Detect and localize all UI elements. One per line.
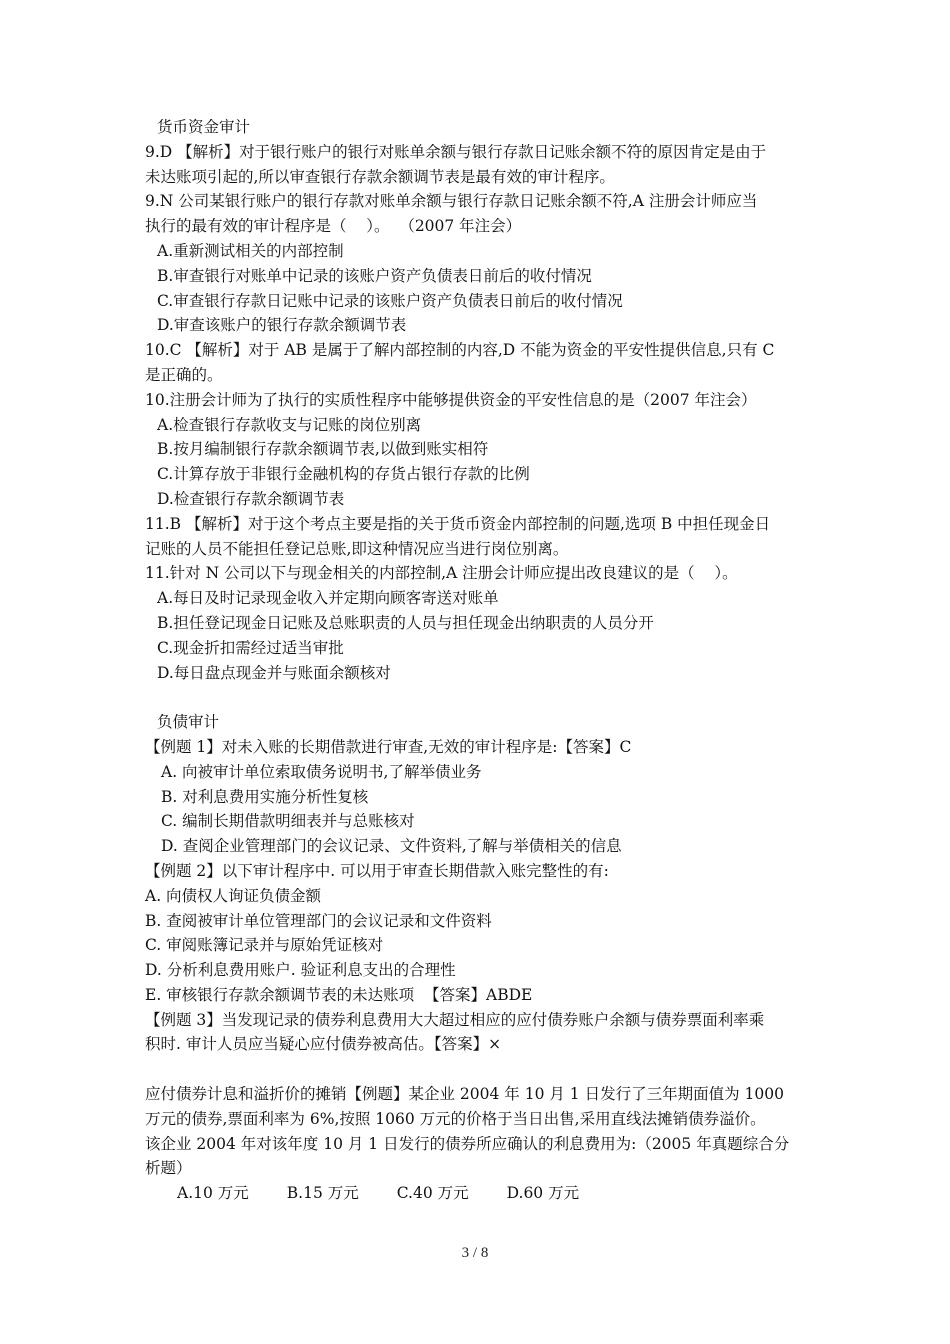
section-title-liability: 负债审计	[157, 713, 220, 732]
q9-option-a: A.重新测试相关的内部控制	[157, 241, 344, 260]
q9-option-d: D.审查该账户的银行存款余额调节表	[157, 316, 407, 335]
q9-option-c: C.审查银行存款日记账中记录的该账户资产负债表日前后的收付情况	[157, 291, 623, 310]
q11-question-line-1: 11.针对 N 公司以下与现金相关的内部控制,A 注册会计师应提出改良建议的是（ ）。	[145, 564, 738, 583]
bond-example-line-2: 万元的债券,票面利率为 6%,按照 1060 万元的价格于当日出售,采用直线法摊销债券溢价。	[145, 1109, 766, 1128]
q10-option-d: D.检查银行存款余额调节表	[157, 489, 345, 508]
spacer	[145, 1057, 815, 1082]
bond-example-line-3: 该企业 2004 年对该年度 10 月 1 日发行的债券所应确认的利息费用为:（2005 年真题综合分	[145, 1134, 790, 1153]
section-title-cash: 货币资金审计	[157, 118, 251, 136]
example-3-line-2: 积时. 审计人员应当疑心应付债券被高估。【答案】×	[145, 1035, 502, 1054]
q9-answer-line-2: 未达账项引起的,所以审查银行存款余额调节表是最有效的审计程序。	[145, 167, 615, 186]
q9-option-b: B.审查银行对账单中记录的该账户资产负债表日前后的收付情况	[157, 266, 592, 285]
bond-option-d: D.60 万元	[506, 1184, 580, 1203]
example-2-option-c: C. 审阅账簿记录并与原始凭证核对	[145, 936, 384, 955]
q10-option-b: B.按月编制银行存款余额调节表,以做到账实相符	[157, 440, 489, 459]
bond-option-c: C.40 万元	[396, 1184, 469, 1203]
q11-answer-line-2: 记账的人员不能担任登记总账,即这种情况应当进行岗位别离。	[145, 539, 569, 558]
q9-question-line-1: 9.N 公司某银行账户的银行存款对账单余额与银行存款日记账余额不符,A 注册会计师应当	[145, 192, 758, 211]
page-number: 3 / 8	[461, 1245, 489, 1261]
q11-option-b: B.担任登记现金日记账及总账职责的人员与担任现金出纳职责的人员分开	[157, 613, 654, 632]
example-2-option-a: A. 向债权人询证负债金额	[145, 886, 322, 905]
bond-example-line-4: 析题）	[145, 1159, 192, 1178]
q10-option-c: C.计算存放于非银行金融机构的存货占银行存款的比例	[157, 465, 530, 484]
q9-question-line-2: 执行的最有效的审计程序是（ ）。 （2007 年注会）	[145, 217, 522, 236]
example-1-option-c: C. 编制长期借款明细表并与总账核对	[161, 812, 415, 831]
example-1-question: 【例题 1】对未入账的长期借款进行审查,无效的审计程序是:【答案】C	[145, 737, 632, 756]
bond-example-line-1: 应付债券计息和溢折价的摊销【例题】某企业 2004 年 10 月 1 日发行了三年期面值为 1000	[145, 1085, 784, 1104]
bond-options	[145, 1181, 815, 1206]
spacer	[145, 685, 815, 710]
bond-option-b: B.15 万元	[286, 1184, 359, 1203]
q10-option-a: A.检查银行存款收支与记账的岗位别离	[157, 415, 422, 434]
example-1-option-d: D. 查阅企业管理部门的会议记录、文件资料,了解与举债相关的信息	[161, 837, 622, 856]
example-3-line-1: 【例题 3】当发现记录的债券利息费用大大超过相应的应付债券账户余额与债券票面利率乘	[145, 1010, 765, 1029]
q11-option-d: D.每日盘点现金并与账面余额核对	[157, 663, 391, 682]
example-2-option-d: D. 分析利息费用账户. 验证利息支出的合理性	[145, 961, 456, 980]
q10-question-line-1: 10.注册会计师为了执行的实质性程序中能够提供资金的平安性信息的是（2007 年注会）	[145, 390, 757, 409]
bond-option-a: A.10 万元	[177, 1184, 249, 1203]
q10-answer-line-1: 10.C 【解析】对于 AB 是属于了解内部控制的内容,D 不能为资金的平安性提供信息,只有 C	[145, 341, 775, 360]
q11-answer-line-1: 11.B 【解析】对于这个考点主要是指的关于货币资金内部控制的问题,选项 B 中担任现金日	[145, 514, 771, 533]
q11-option-a: A.每日及时记录现金收入并定期向顾客寄送对账单	[157, 589, 499, 608]
example-1-option-b: B. 对利息费用实施分析性复核	[161, 787, 369, 806]
q11-option-c: C.现金折扣需经过适当审批	[157, 638, 344, 657]
document-page	[145, 115, 815, 1206]
example-2-option-e: E. 审核银行存款余额调节表的未达账项 【答案】ABDE	[145, 985, 533, 1004]
q10-answer-line-2: 是正确的。	[145, 365, 223, 384]
q9-answer-line-1: 9.D 【解析】对于银行账户的银行对账单余额与银行存款日记账余额不符的原因肯定是由于	[145, 142, 767, 161]
example-2-question: 【例题 2】以下审计程序中. 可以用于审查长期借款入账完整性的有:	[145, 861, 609, 880]
example-2-option-b: B. 查阅被审计单位管理部门的会议记录和文件资料	[145, 911, 492, 930]
example-1-option-a: A. 向被审计单位索取债务说明书,了解举债业务	[161, 762, 482, 781]
